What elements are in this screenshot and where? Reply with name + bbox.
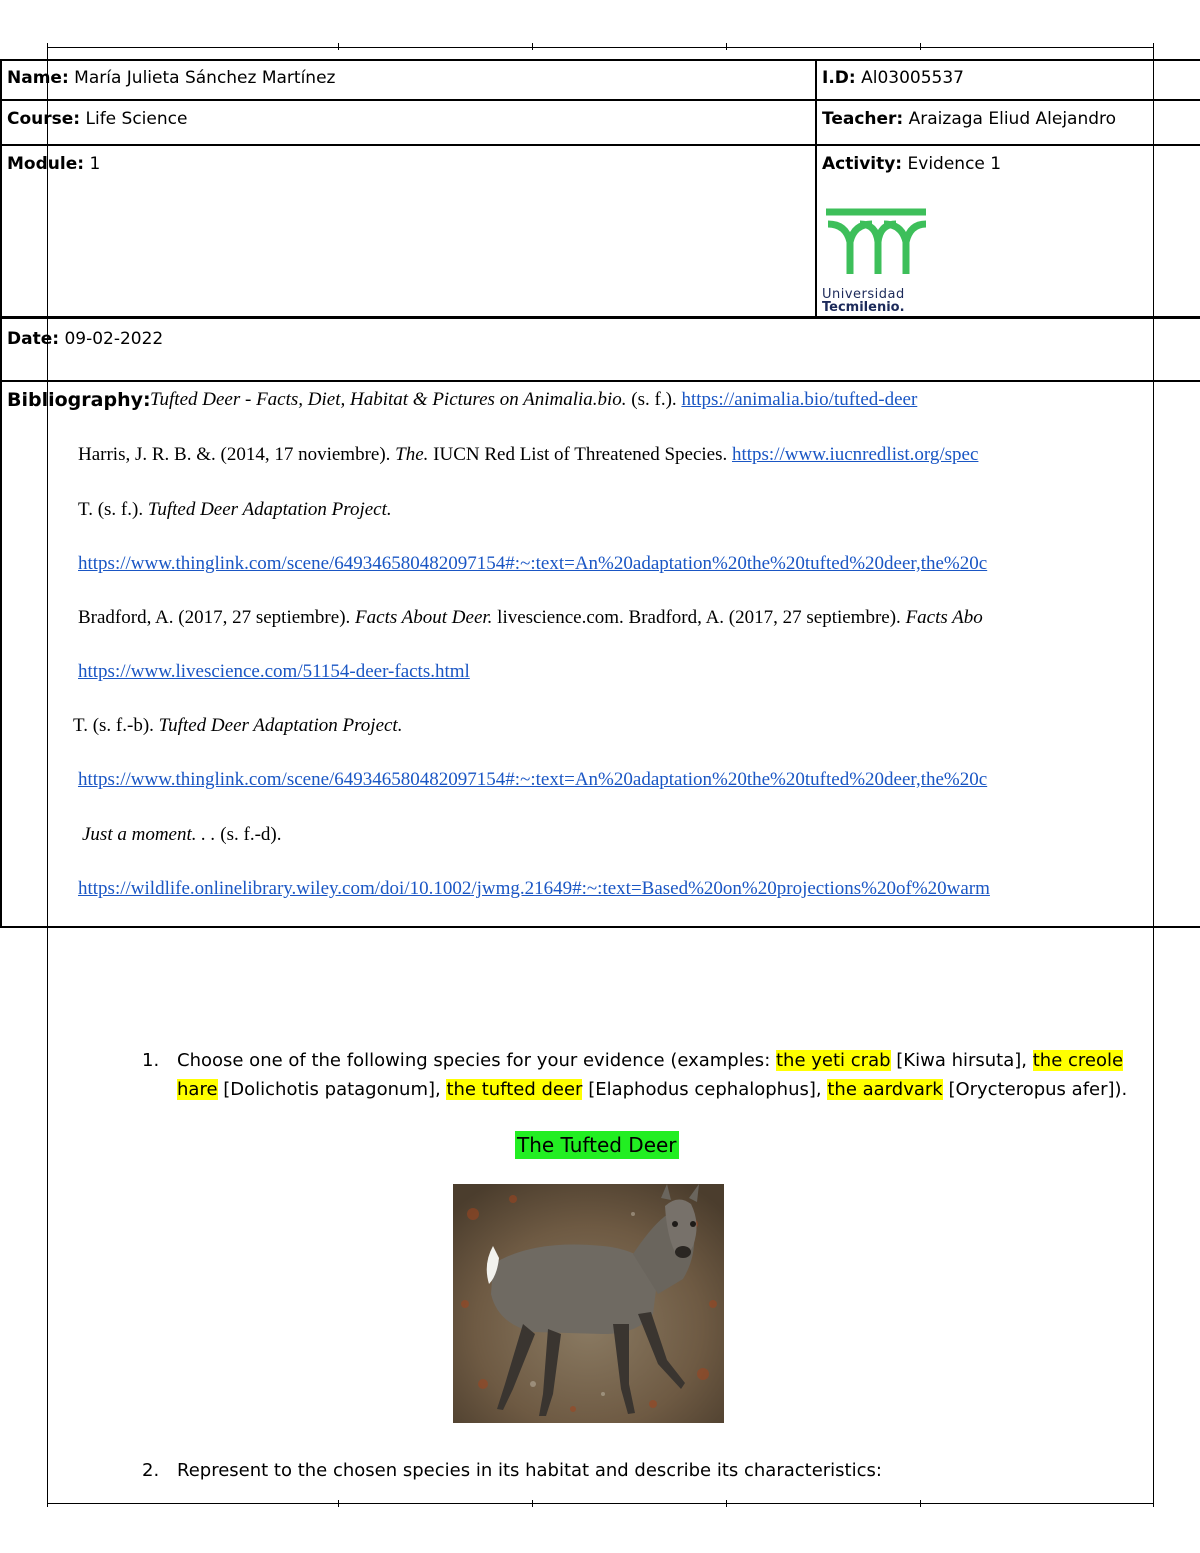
teacher-cell (822, 108, 1116, 130)
bib-entry-4-author: Bradford, A. (2017, 27 septiembre). (78, 607, 351, 628)
id-label: I.D: (822, 68, 856, 88)
bib-entry-3-link[interactable]: https://www.thinglink.com/scene/649346580482097154#:~:text=An%20adaptation%20the%20tufted%20deer,the%20c (78, 553, 988, 574)
ruler-tick (920, 1500, 921, 1507)
bib-entry-3-title: Tufted Deer Adaptation Project. (147, 499, 392, 520)
name-label: Name: (7, 68, 69, 88)
bib-entry-6-title: Just a moment. . . (82, 824, 216, 845)
question-2-number: 2. (142, 1460, 160, 1481)
table-border (0, 99, 1200, 101)
table-border (0, 380, 1200, 382)
ruler-tick (338, 43, 339, 50)
bib-entry-3 (78, 498, 392, 522)
bib-entry-4-link[interactable]: https://www.livescience.com/51154-deer-facts.html (78, 661, 470, 682)
student-name: María Julieta Sánchez Martínez (74, 68, 336, 88)
species-option-aardvark-sci: [Orycteropus afer]). (948, 1079, 1128, 1100)
activity-cell (822, 153, 1001, 175)
bib-entry-4-title-2: Facts Abo (905, 607, 983, 628)
margin-line-top (47, 47, 1154, 48)
ruler-tick (726, 43, 727, 50)
bib-entry-2 (78, 443, 978, 467)
margin-line-left (47, 43, 48, 1507)
bib-entry-2-link[interactable]: https://www.iucnredlist.org/spec (731, 444, 979, 465)
bib-entry-5-title: Tufted Deer Adaptation Project. (158, 715, 403, 736)
course-cell (7, 108, 187, 130)
bib-entry-1-link[interactable]: https://animalia.bio/tufted-deer (681, 389, 918, 410)
bib-entry-4-title: Facts About Deer. (355, 607, 493, 628)
bibliography-label: Bibliography: (7, 389, 151, 411)
date-cell (7, 328, 163, 350)
tecmilenio-emblem-icon (822, 202, 934, 284)
species-option-yeti-crab: the yeti crab (776, 1050, 891, 1071)
ruler-tick (726, 1500, 727, 1507)
tecmilenio-logo (822, 202, 934, 316)
name-cell (7, 67, 335, 89)
bib-entry-1-rest: (s. f.). (631, 389, 677, 410)
tufted-deer-illustration (453, 1184, 724, 1423)
teacher-label: Teacher: (822, 109, 904, 129)
module-label: Module: (7, 154, 85, 174)
course-label: Course: (7, 109, 81, 129)
species-option-creole-hare: the creole hare (177, 1050, 1124, 1100)
date-label: Date: (7, 329, 60, 349)
logo-text-tecmilenio: Tecmilenio. (822, 300, 905, 315)
question-2-text: Represent to the chosen species in its habitat and describe its characteristics: (177, 1460, 882, 1481)
bib-entry-5 (73, 714, 402, 738)
bib-entry-5-link[interactable]: https://www.thinglink.com/scene/649346580482097154#:~:text=An%20adaptation%20the%20tufted%20deer,the%20c (78, 769, 988, 790)
species-option-tufted-deer-sci: [Elaphodus cephalophus], (588, 1079, 822, 1100)
bib-entry-4-link-line (78, 660, 470, 684)
species-option-tufted-deer: the tufted deer (446, 1079, 583, 1100)
bib-entry-5-link-line (78, 768, 987, 792)
question-1-intro: Choose one of the following species for your evidence (examples: (177, 1050, 771, 1071)
bib-entry-6-rest: (s. f.-d). (220, 824, 282, 845)
bib-entry-4 (78, 606, 983, 630)
activity-label: Activity: (822, 154, 903, 174)
question-1-number: 1. (142, 1050, 160, 1071)
margin-line-right (1153, 43, 1154, 1507)
id-cell (822, 67, 964, 89)
activity-value: Evidence 1 (907, 154, 1002, 174)
question-1-text (177, 1046, 1137, 1104)
ruler-tick (532, 1500, 533, 1507)
table-border (0, 316, 1200, 319)
table-border (0, 144, 1200, 146)
table-border (815, 59, 817, 319)
species-option-creole-hare-sci: [Dolichotis patagonum], (223, 1079, 441, 1100)
bib-entry-5-author: T. (s. f.-b). (73, 715, 154, 736)
bib-entry-1-title: Tufted Deer - Facts, Diet, Habitat & Pictures on Animalia.bio. (150, 389, 627, 410)
bib-entry-6 (82, 823, 281, 847)
logo-text-universidad: Universidad (822, 287, 905, 302)
ruler-tick (532, 43, 533, 50)
bib-entry-2-title: The. (395, 444, 429, 465)
species-option-yeti-crab-sci: [Kiwa hirsuta], (896, 1050, 1027, 1071)
margin-line-bottom (47, 1503, 1154, 1504)
teacher-value: Araizaga Eliud Alejandro (908, 109, 1117, 129)
table-border (0, 59, 1200, 61)
student-id: Al03005537 (861, 68, 964, 88)
bib-entry-6-link[interactable]: https://wildlife.onlinelibrary.wiley.com/doi/10.1002/jwmg.21649#:~:text=Based%20on%20projections%20of%20warm (78, 878, 990, 899)
bib-entry-2-rest: IUCN Red List of Threatened Species. (433, 444, 728, 465)
bib-entry-1 (150, 388, 917, 412)
ruler-tick (338, 1500, 339, 1507)
bib-entry-6-link-line (78, 877, 990, 901)
table-border (0, 926, 1200, 928)
table-border (0, 59, 2, 928)
bib-entry-3-link-line (78, 552, 987, 576)
course-value: Life Science (85, 109, 188, 129)
bib-entry-2-author: Harris, J. R. B. &. (2014, 17 noviembre). (78, 444, 391, 465)
ruler-tick (920, 43, 921, 50)
species-option-aardvark: the aardvark (827, 1079, 943, 1100)
species-title: The Tufted Deer (517, 1133, 677, 1157)
module-value: 1 (89, 154, 101, 174)
module-cell (7, 153, 100, 175)
tufted-deer-photo (453, 1184, 724, 1423)
bib-entry-4-mid: livescience.com. Bradford, A. (2017, 27 septiembre). (497, 607, 901, 628)
bib-entry-3-author: T. (s. f.). (78, 499, 144, 520)
date-value: 09-02-2022 (64, 329, 164, 349)
